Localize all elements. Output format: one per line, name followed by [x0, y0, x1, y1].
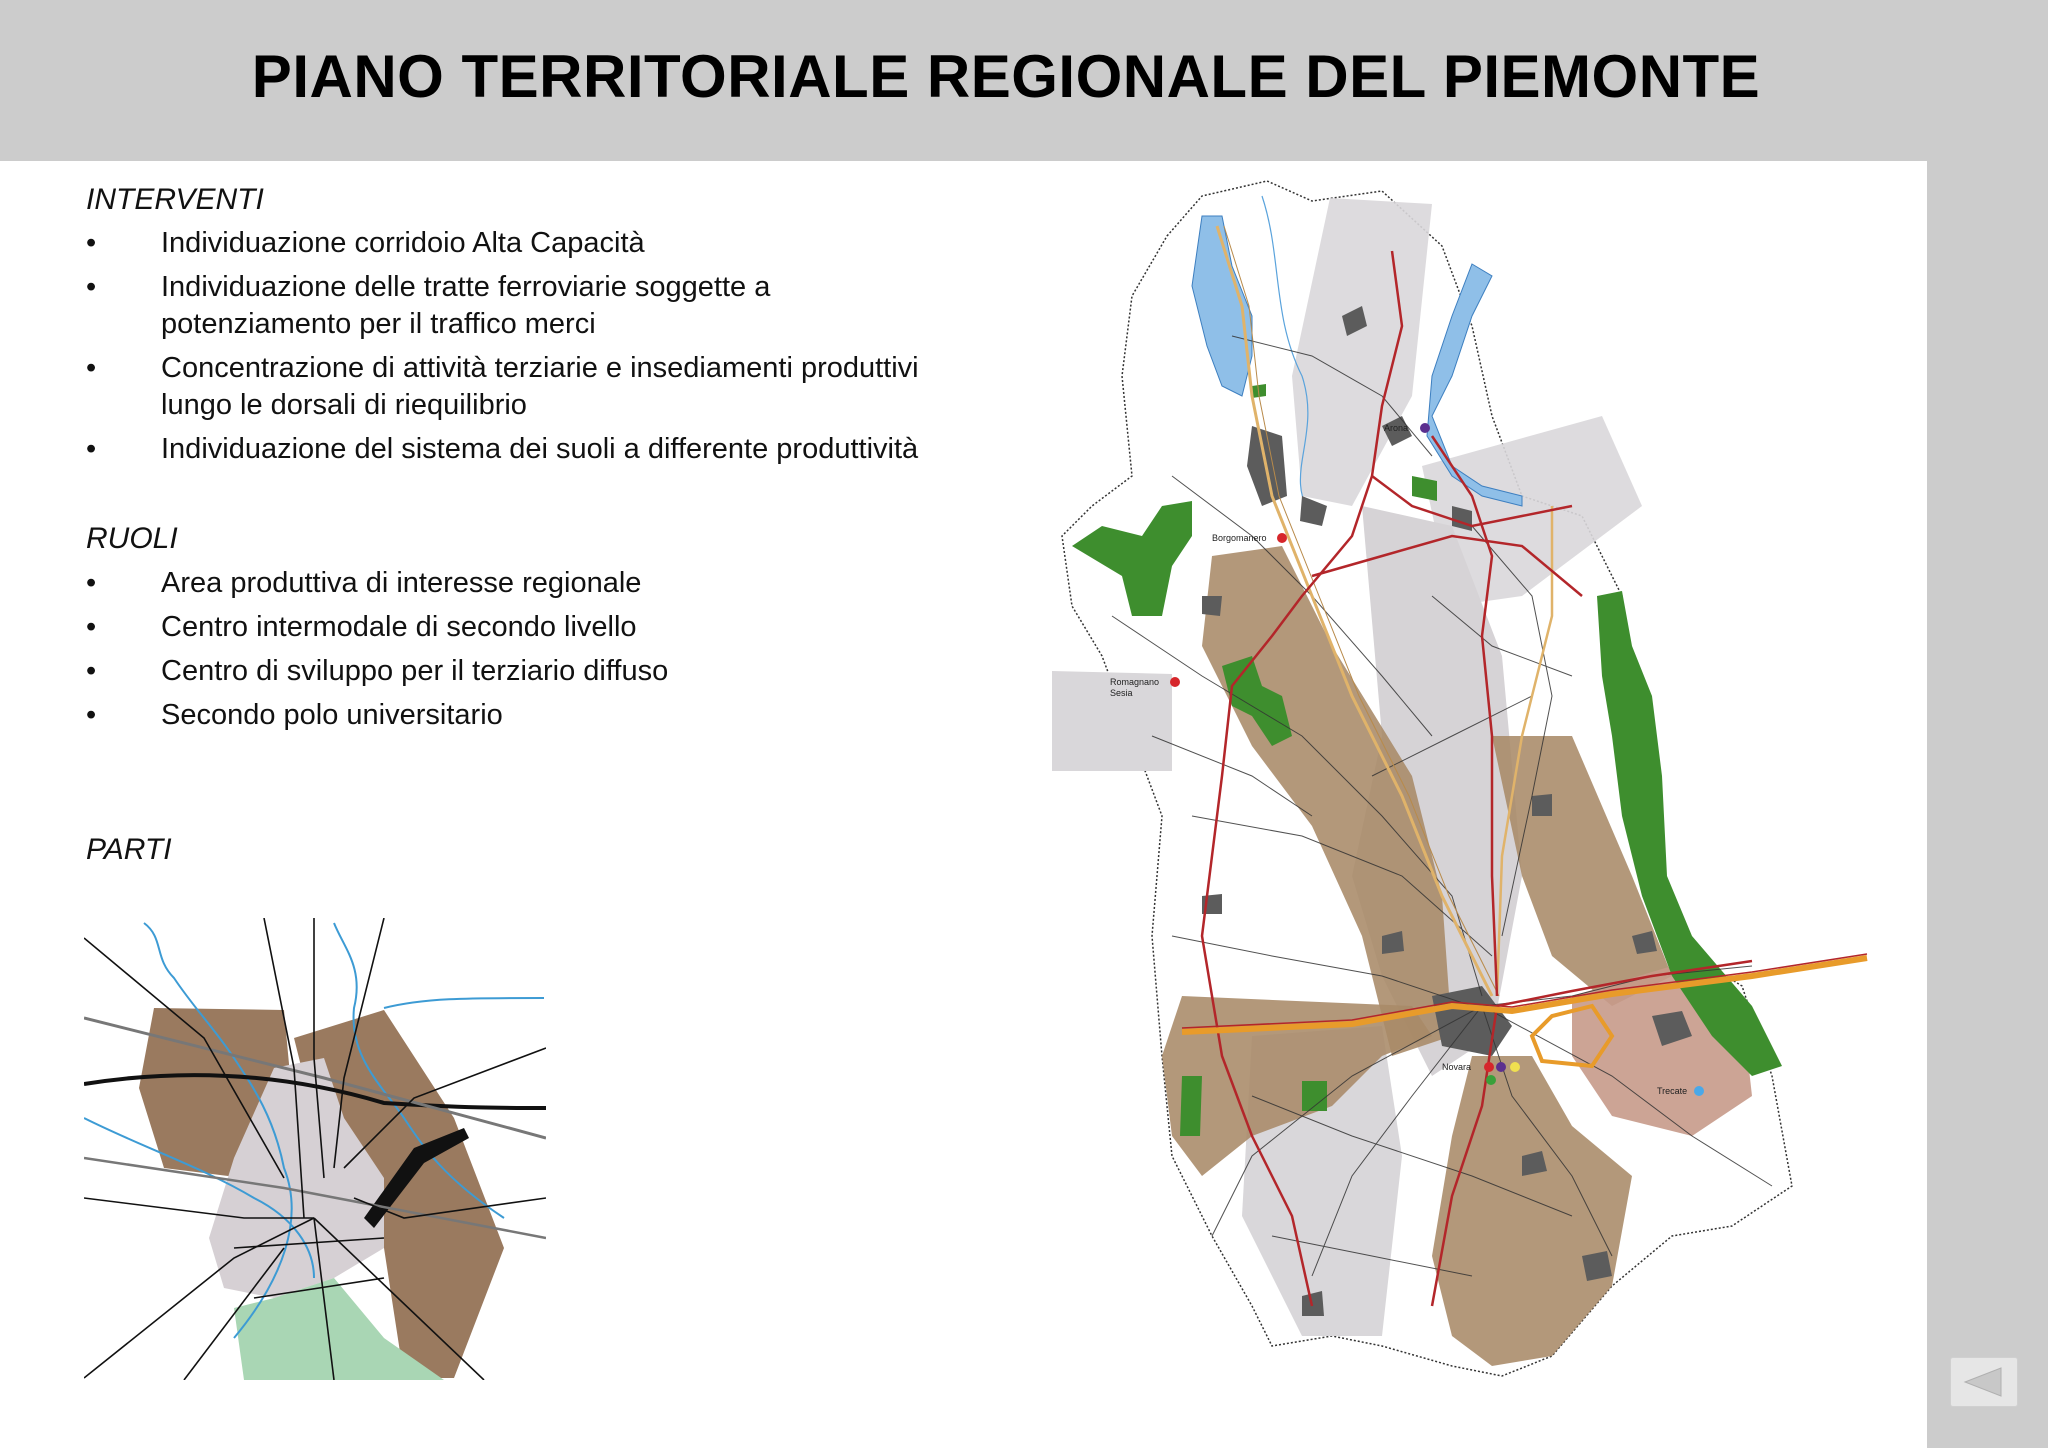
- parti-heading: PARTI: [86, 833, 172, 866]
- bullet: •: [86, 352, 97, 384]
- marker-borgomanero: [1277, 533, 1287, 543]
- marker-novara-purple: [1496, 1062, 1506, 1072]
- territorial-map: [1052, 176, 1872, 1386]
- label-trecate: Trecate: [1657, 1086, 1688, 1096]
- marker-novara-green: [1486, 1075, 1496, 1085]
- ruoli-heading: RUOLI: [86, 522, 178, 555]
- marker-arona: [1420, 423, 1430, 433]
- bullet: •: [86, 655, 97, 687]
- marker-romagnano: [1170, 677, 1180, 687]
- list-item: • Individuazione delle tratte ferroviarie soggette a potenziamento per il traffico merci: [86, 271, 771, 340]
- label-romagnano: Romagnano: [1110, 677, 1160, 687]
- interventi-heading: INTERVENTI: [86, 183, 264, 216]
- page-title: PIANO TERRITORIALE REGIONALE DEL PIEMONTE: [251, 43, 1761, 110]
- label-borgomanero: Borgomanero: [1212, 533, 1267, 543]
- ruoli-list: [86, 565, 986, 741]
- bullet: •: [86, 699, 97, 731]
- bullet: •: [86, 271, 97, 303]
- bullet: •: [86, 433, 97, 465]
- marker-trecate: [1694, 1086, 1704, 1096]
- green-area: [1180, 1076, 1202, 1136]
- header-band: [0, 0, 2048, 161]
- interventi-list: [86, 225, 1046, 475]
- back-button[interactable]: [1950, 1357, 2018, 1407]
- bullet: •: [86, 611, 97, 643]
- marker-novara-yellow: [1510, 1062, 1520, 1072]
- list-item: • Centro di sviluppo per il terziario diffuso: [86, 653, 986, 690]
- label-novara: Novara: [1442, 1062, 1472, 1072]
- list-item: • Concentrazione di attività terziarie e insediamenti produttivi lungo le dorsali di riequilibrio: [86, 352, 919, 421]
- parts-map: [84, 918, 546, 1380]
- list-item: • Individuazione del sistema dei suoli a differente produttività: [86, 431, 1046, 468]
- bullet: •: [86, 227, 97, 259]
- list-item: • Centro intermodale di secondo livello: [86, 609, 986, 646]
- label-arona: Arona: [1384, 423, 1409, 433]
- list-item: • Area produttiva di interesse regionale: [86, 565, 986, 602]
- marker-novara-red: [1484, 1062, 1494, 1072]
- label-sesia: Sesia: [1110, 688, 1133, 698]
- list-item: • Individuazione corridoio Alta Capacità: [86, 225, 1046, 262]
- list-item: • Secondo polo universitario: [86, 697, 986, 734]
- back-arrow-icon: [1961, 1365, 2007, 1399]
- bullet: •: [86, 567, 97, 599]
